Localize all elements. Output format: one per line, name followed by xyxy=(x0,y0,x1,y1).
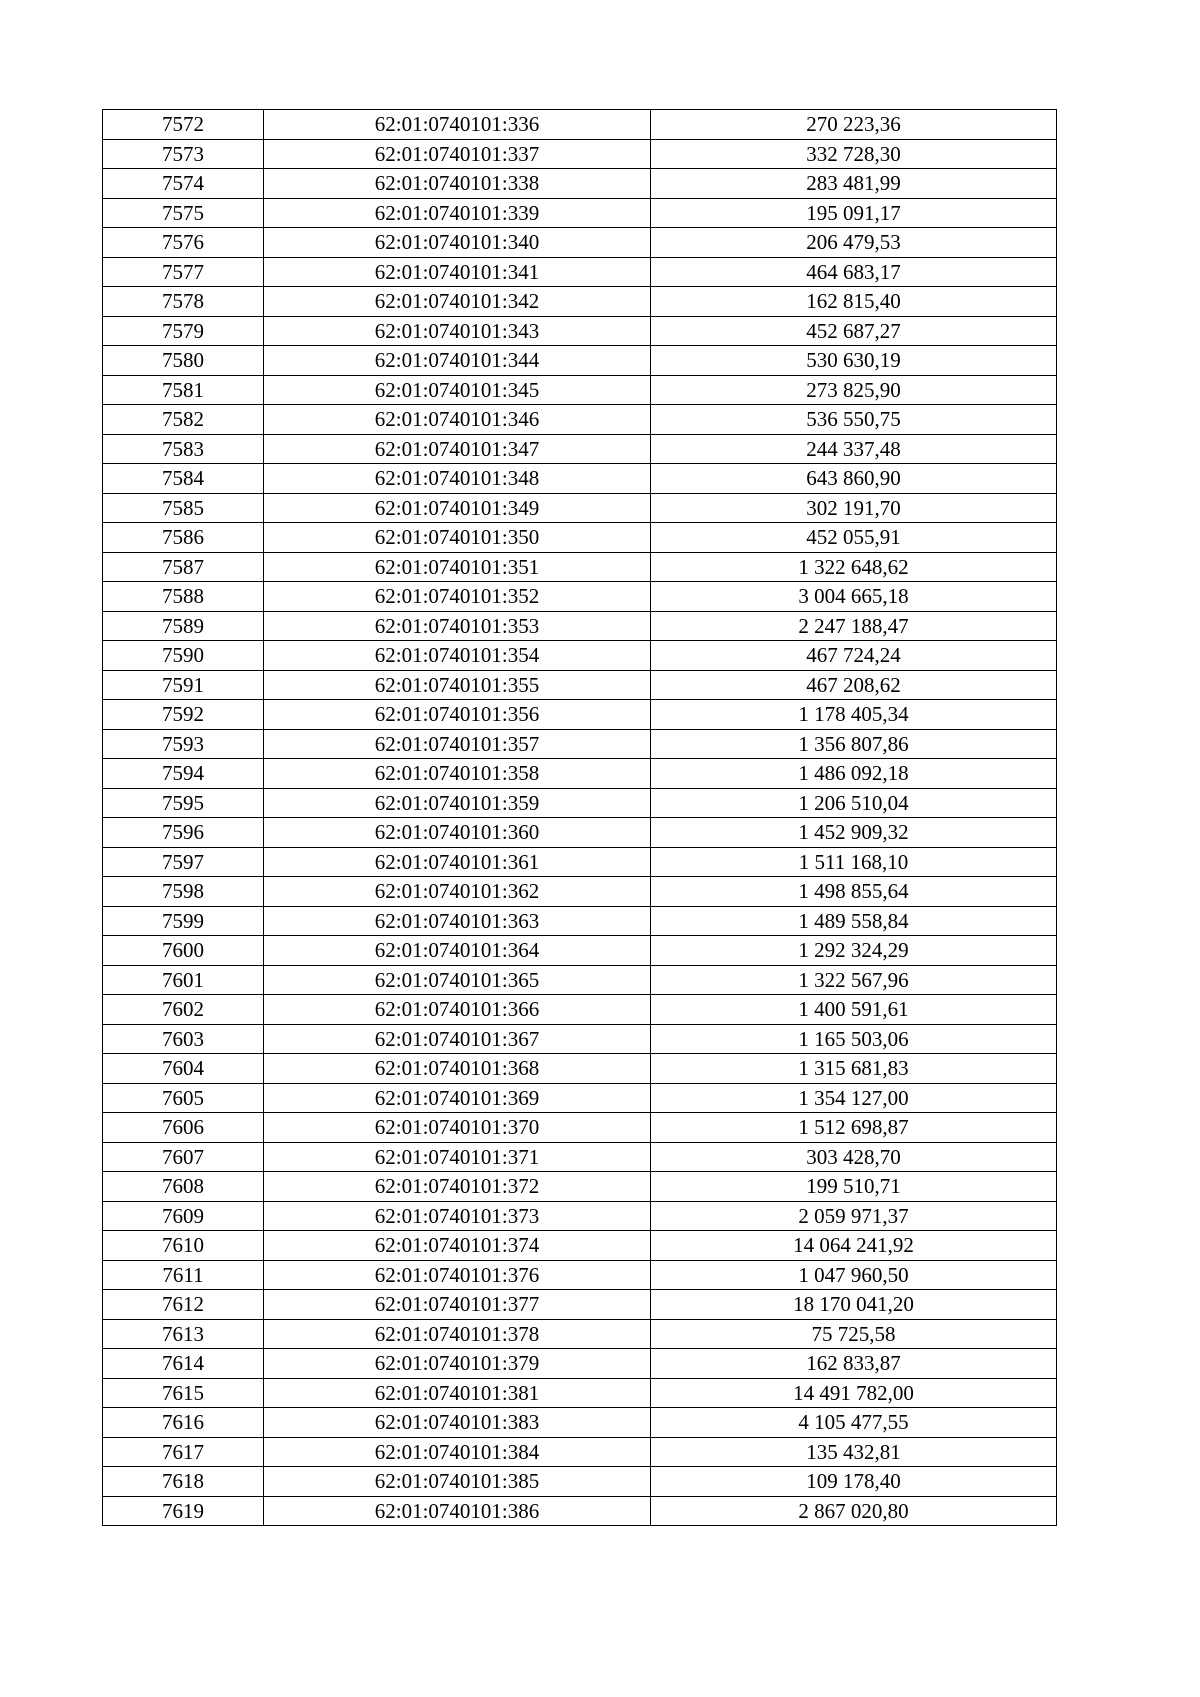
row-number-cell: 7591 xyxy=(103,670,264,700)
cadastral-number-cell: 62:01:0740101:336 xyxy=(264,110,651,140)
table-row xyxy=(103,670,1057,700)
cadastral-number-cell: 62:01:0740101:349 xyxy=(264,493,651,523)
table-row xyxy=(103,1113,1057,1143)
row-number-cell: 7593 xyxy=(103,729,264,759)
cadastral-value-cell: 1 400 591,61 xyxy=(651,995,1057,1025)
cadastral-value-cell: 162 815,40 xyxy=(651,287,1057,317)
table-row xyxy=(103,493,1057,523)
cadastral-value-cell: 109 178,40 xyxy=(651,1467,1057,1497)
table-row xyxy=(103,346,1057,376)
table-row xyxy=(103,847,1057,877)
table-row xyxy=(103,1349,1057,1379)
table-row xyxy=(103,1290,1057,1320)
cadastral-number-cell: 62:01:0740101:386 xyxy=(264,1496,651,1526)
row-number-cell: 7575 xyxy=(103,198,264,228)
cadastral-number-cell: 62:01:0740101:354 xyxy=(264,641,651,671)
cadastral-number-cell: 62:01:0740101:385 xyxy=(264,1467,651,1497)
table-row xyxy=(103,464,1057,494)
cadastral-number-cell: 62:01:0740101:362 xyxy=(264,877,651,907)
table-row xyxy=(103,287,1057,317)
row-number-cell: 7607 xyxy=(103,1142,264,1172)
table-row xyxy=(103,1378,1057,1408)
cadastral-number-cell: 62:01:0740101:363 xyxy=(264,906,651,936)
cadastral-value-cell: 273 825,90 xyxy=(651,375,1057,405)
cadastral-value-cell: 1 354 127,00 xyxy=(651,1083,1057,1113)
row-number-cell: 7613 xyxy=(103,1319,264,1349)
row-number-cell: 7592 xyxy=(103,700,264,730)
cadastral-number-cell: 62:01:0740101:373 xyxy=(264,1201,651,1231)
cadastral-number-cell: 62:01:0740101:361 xyxy=(264,847,651,877)
cadastral-value-cell: 1 047 960,50 xyxy=(651,1260,1057,1290)
cadastral-number-cell: 62:01:0740101:357 xyxy=(264,729,651,759)
cadastral-number-cell: 62:01:0740101:376 xyxy=(264,1260,651,1290)
table-row xyxy=(103,1231,1057,1261)
row-number-cell: 7577 xyxy=(103,257,264,287)
row-number-cell: 7606 xyxy=(103,1113,264,1143)
table-row xyxy=(103,139,1057,169)
row-number-cell: 7598 xyxy=(103,877,264,907)
row-number-cell: 7578 xyxy=(103,287,264,317)
cadastral-value-cell: 1 486 092,18 xyxy=(651,759,1057,789)
cadastral-value-cell: 1 498 855,64 xyxy=(651,877,1057,907)
table-row xyxy=(103,1260,1057,1290)
row-number-cell: 7610 xyxy=(103,1231,264,1261)
row-number-cell: 7601 xyxy=(103,965,264,995)
row-number-cell: 7573 xyxy=(103,139,264,169)
cadastral-number-cell: 62:01:0740101:384 xyxy=(264,1437,651,1467)
row-number-cell: 7586 xyxy=(103,523,264,553)
cadastral-value-cell: 195 091,17 xyxy=(651,198,1057,228)
cadastral-number-cell: 62:01:0740101:379 xyxy=(264,1349,651,1379)
cadastral-value-cell: 135 432,81 xyxy=(651,1437,1057,1467)
row-number-cell: 7581 xyxy=(103,375,264,405)
cadastral-value-cell: 206 479,53 xyxy=(651,228,1057,258)
cadastral-value-cell: 199 510,71 xyxy=(651,1172,1057,1202)
row-number-cell: 7597 xyxy=(103,847,264,877)
cadastral-number-cell: 62:01:0740101:374 xyxy=(264,1231,651,1261)
row-number-cell: 7608 xyxy=(103,1172,264,1202)
table-row xyxy=(103,700,1057,730)
table-row xyxy=(103,818,1057,848)
table-row xyxy=(103,375,1057,405)
cadastral-value-cell: 270 223,36 xyxy=(651,110,1057,140)
cadastral-value-cell: 530 630,19 xyxy=(651,346,1057,376)
cadastral-value-cell: 283 481,99 xyxy=(651,169,1057,199)
cadastral-value-cell: 467 724,24 xyxy=(651,641,1057,671)
cadastral-value-cell: 452 687,27 xyxy=(651,316,1057,346)
table-body xyxy=(103,110,1057,1526)
cadastral-number-cell: 62:01:0740101:346 xyxy=(264,405,651,435)
cadastral-value-cell: 536 550,75 xyxy=(651,405,1057,435)
row-number-cell: 7582 xyxy=(103,405,264,435)
row-number-cell: 7616 xyxy=(103,1408,264,1438)
row-number-cell: 7614 xyxy=(103,1349,264,1379)
table-row xyxy=(103,965,1057,995)
row-number-cell: 7611 xyxy=(103,1260,264,1290)
cadastral-value-cell: 18 170 041,20 xyxy=(651,1290,1057,1320)
cadastral-number-cell: 62:01:0740101:339 xyxy=(264,198,651,228)
table-row xyxy=(103,906,1057,936)
cadastral-number-cell: 62:01:0740101:347 xyxy=(264,434,651,464)
cadastral-number-cell: 62:01:0740101:359 xyxy=(264,788,651,818)
table-row xyxy=(103,1201,1057,1231)
row-number-cell: 7574 xyxy=(103,169,264,199)
row-number-cell: 7615 xyxy=(103,1378,264,1408)
cadastral-value-cell: 1 206 510,04 xyxy=(651,788,1057,818)
cadastral-value-table xyxy=(102,109,1057,1526)
row-number-cell: 7579 xyxy=(103,316,264,346)
cadastral-number-cell: 62:01:0740101:352 xyxy=(264,582,651,612)
cadastral-value-cell: 332 728,30 xyxy=(651,139,1057,169)
table-row xyxy=(103,1319,1057,1349)
table-row xyxy=(103,552,1057,582)
cadastral-value-cell: 2 247 188,47 xyxy=(651,611,1057,641)
cadastral-number-cell: 62:01:0740101:371 xyxy=(264,1142,651,1172)
table-row xyxy=(103,434,1057,464)
table-row xyxy=(103,1437,1057,1467)
row-number-cell: 7609 xyxy=(103,1201,264,1231)
cadastral-value-cell: 467 208,62 xyxy=(651,670,1057,700)
cadastral-number-cell: 62:01:0740101:377 xyxy=(264,1290,651,1320)
row-number-cell: 7604 xyxy=(103,1054,264,1084)
cadastral-number-cell: 62:01:0740101:344 xyxy=(264,346,651,376)
cadastral-value-cell: 1 452 909,32 xyxy=(651,818,1057,848)
cadastral-number-cell: 62:01:0740101:378 xyxy=(264,1319,651,1349)
table-row xyxy=(103,995,1057,1025)
table-row xyxy=(103,729,1057,759)
table-row xyxy=(103,759,1057,789)
table-row xyxy=(103,1142,1057,1172)
cadastral-value-cell: 1 356 807,86 xyxy=(651,729,1057,759)
row-number-cell: 7572 xyxy=(103,110,264,140)
table-row xyxy=(103,1054,1057,1084)
table-row xyxy=(103,316,1057,346)
table-row xyxy=(103,257,1057,287)
row-number-cell: 7583 xyxy=(103,434,264,464)
cadastral-number-cell: 62:01:0740101:356 xyxy=(264,700,651,730)
cadastral-number-cell: 62:01:0740101:360 xyxy=(264,818,651,848)
cadastral-value-cell: 3 004 665,18 xyxy=(651,582,1057,612)
cadastral-value-cell: 1 489 558,84 xyxy=(651,906,1057,936)
row-number-cell: 7619 xyxy=(103,1496,264,1526)
row-number-cell: 7576 xyxy=(103,228,264,258)
cadastral-number-cell: 62:01:0740101:351 xyxy=(264,552,651,582)
cadastral-number-cell: 62:01:0740101:350 xyxy=(264,523,651,553)
cadastral-value-cell: 464 683,17 xyxy=(651,257,1057,287)
cadastral-value-cell: 2 059 971,37 xyxy=(651,1201,1057,1231)
cadastral-value-cell: 302 191,70 xyxy=(651,493,1057,523)
row-number-cell: 7584 xyxy=(103,464,264,494)
cadastral-value-cell: 244 337,48 xyxy=(651,434,1057,464)
cadastral-number-cell: 62:01:0740101:341 xyxy=(264,257,651,287)
cadastral-value-cell: 1 512 698,87 xyxy=(651,1113,1057,1143)
cadastral-number-cell: 62:01:0740101:338 xyxy=(264,169,651,199)
table-row xyxy=(103,523,1057,553)
table-row xyxy=(103,936,1057,966)
cadastral-value-cell: 2 867 020,80 xyxy=(651,1496,1057,1526)
cadastral-number-cell: 62:01:0740101:340 xyxy=(264,228,651,258)
row-number-cell: 7594 xyxy=(103,759,264,789)
cadastral-number-cell: 62:01:0740101:343 xyxy=(264,316,651,346)
cadastral-value-cell: 4 105 477,55 xyxy=(651,1408,1057,1438)
row-number-cell: 7595 xyxy=(103,788,264,818)
row-number-cell: 7599 xyxy=(103,906,264,936)
row-number-cell: 7585 xyxy=(103,493,264,523)
cadastral-value-cell: 14 491 782,00 xyxy=(651,1378,1057,1408)
cadastral-number-cell: 62:01:0740101:337 xyxy=(264,139,651,169)
cadastral-number-cell: 62:01:0740101:366 xyxy=(264,995,651,1025)
cadastral-number-cell: 62:01:0740101:355 xyxy=(264,670,651,700)
row-number-cell: 7612 xyxy=(103,1290,264,1320)
cadastral-number-cell: 62:01:0740101:367 xyxy=(264,1024,651,1054)
cadastral-value-cell: 162 833,87 xyxy=(651,1349,1057,1379)
row-number-cell: 7600 xyxy=(103,936,264,966)
row-number-cell: 7580 xyxy=(103,346,264,376)
cadastral-value-cell: 303 428,70 xyxy=(651,1142,1057,1172)
cadastral-value-cell: 1 165 503,06 xyxy=(651,1024,1057,1054)
cadastral-number-cell: 62:01:0740101:370 xyxy=(264,1113,651,1143)
row-number-cell: 7602 xyxy=(103,995,264,1025)
table-row xyxy=(103,788,1057,818)
cadastral-value-cell: 1 178 405,34 xyxy=(651,700,1057,730)
table-row xyxy=(103,582,1057,612)
cadastral-number-cell: 62:01:0740101:348 xyxy=(264,464,651,494)
cadastral-number-cell: 62:01:0740101:372 xyxy=(264,1172,651,1202)
table-row xyxy=(103,1408,1057,1438)
table-row xyxy=(103,1172,1057,1202)
row-number-cell: 7588 xyxy=(103,582,264,612)
table-row xyxy=(103,1024,1057,1054)
table-row xyxy=(103,1083,1057,1113)
cadastral-number-cell: 62:01:0740101:364 xyxy=(264,936,651,966)
cadastral-value-cell: 1 322 648,62 xyxy=(651,552,1057,582)
row-number-cell: 7603 xyxy=(103,1024,264,1054)
cadastral-number-cell: 62:01:0740101:365 xyxy=(264,965,651,995)
row-number-cell: 7590 xyxy=(103,641,264,671)
table-row xyxy=(103,641,1057,671)
row-number-cell: 7587 xyxy=(103,552,264,582)
table-row xyxy=(103,110,1057,140)
cadastral-value-cell: 452 055,91 xyxy=(651,523,1057,553)
cadastral-value-cell: 1 511 168,10 xyxy=(651,847,1057,877)
table-row xyxy=(103,169,1057,199)
table-row xyxy=(103,1467,1057,1497)
table-row xyxy=(103,1496,1057,1526)
cadastral-value-cell: 1 322 567,96 xyxy=(651,965,1057,995)
cadastral-value-cell: 14 064 241,92 xyxy=(651,1231,1057,1261)
row-number-cell: 7605 xyxy=(103,1083,264,1113)
cadastral-number-cell: 62:01:0740101:369 xyxy=(264,1083,651,1113)
cadastral-number-cell: 62:01:0740101:381 xyxy=(264,1378,651,1408)
cadastral-value-cell: 1 315 681,83 xyxy=(651,1054,1057,1084)
cadastral-number-cell: 62:01:0740101:358 xyxy=(264,759,651,789)
row-number-cell: 7618 xyxy=(103,1467,264,1497)
cadastral-number-cell: 62:01:0740101:342 xyxy=(264,287,651,317)
table-row xyxy=(103,228,1057,258)
cadastral-number-cell: 62:01:0740101:353 xyxy=(264,611,651,641)
row-number-cell: 7596 xyxy=(103,818,264,848)
cadastral-number-cell: 62:01:0740101:368 xyxy=(264,1054,651,1084)
table-row xyxy=(103,405,1057,435)
table-row xyxy=(103,877,1057,907)
cadastral-number-cell: 62:01:0740101:345 xyxy=(264,375,651,405)
table-row xyxy=(103,198,1057,228)
cadastral-value-cell: 1 292 324,29 xyxy=(651,936,1057,966)
cadastral-value-cell: 643 860,90 xyxy=(651,464,1057,494)
row-number-cell: 7589 xyxy=(103,611,264,641)
cadastral-number-cell: 62:01:0740101:383 xyxy=(264,1408,651,1438)
row-number-cell: 7617 xyxy=(103,1437,264,1467)
table-row xyxy=(103,611,1057,641)
cadastral-value-cell: 75 725,58 xyxy=(651,1319,1057,1349)
